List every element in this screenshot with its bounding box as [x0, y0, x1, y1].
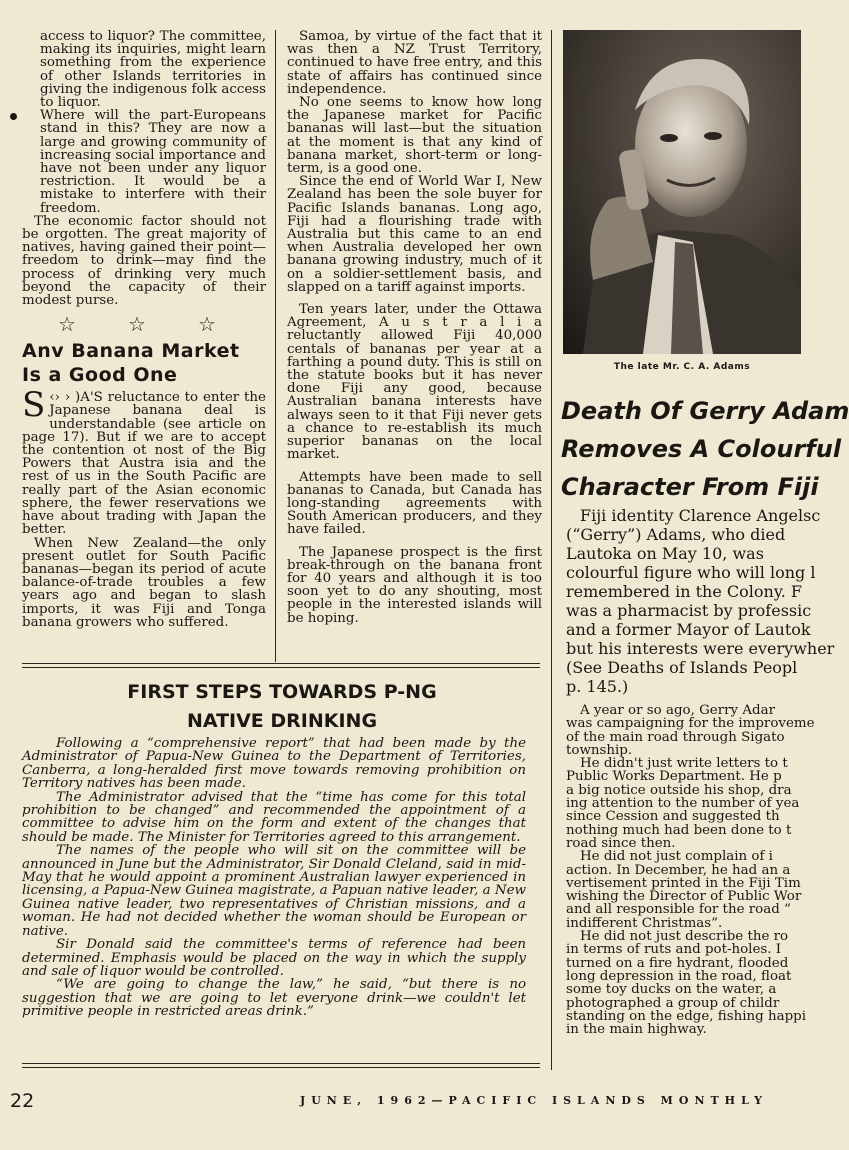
- paragraph-with-dropcap: [22, 385, 266, 538]
- body-line: turned on a fire hydrant, flooded: [566, 955, 789, 971]
- body-line: indifferent Christmas”.: [566, 915, 723, 931]
- lead-line: Fiji identity Clarence Angelsc: [580, 506, 821, 525]
- body-line: nothing much had been done to t: [566, 822, 792, 838]
- column-rule: [551, 30, 552, 1070]
- body-line: He did not just describe the ro: [580, 929, 789, 945]
- portrait-illustration: [563, 30, 801, 354]
- headline-line: Anv Banana Market: [22, 340, 240, 363]
- body-line: A year or so ago, Gerry Adar: [580, 703, 775, 718]
- paragraph-text: Where will the part-Europeans stand in this? They are now a large and growing community of increasing social importance and have not been under any liquor restriction. It would be a mistake to interfere with their freedom.: [40, 108, 266, 216]
- headline-line: Is a Good One: [22, 364, 178, 387]
- page-number: 22: [10, 1090, 35, 1112]
- paragraph: Since the end of World War I, New Zealand has been the sole buyer for Pacific Islands bananas. Long ago, Fiji had a flourishing trade with Australia but this came to an end when Australia developed her own banana growing industry, much of it on a soldier-settlement basis, and slapped on a tariff against imports.: [287, 174, 542, 295]
- photo-caption: The late Mr. C. A. Adams: [613, 362, 751, 372]
- lead-line: was a pharmacist by professic: [566, 601, 812, 620]
- paragraph: Sir Donald said the committee's terms of reference had been determined. Emphasis would be placed on the way in which the supply and sale of liquor would be controlled.: [22, 937, 526, 979]
- running-head: JUNE, 1962—PACIFIC ISLANDS MONTHLY: [300, 1094, 768, 1107]
- article-lead-adams: [566, 506, 835, 696]
- paragraph: Following a “comprehensive report” that had been made by the Administrator of Papua-New Guinea to the Department of Territories, Canberra, a long-heralded first move towards removing prohibition on Territory natives has been made.: [22, 736, 526, 792]
- body-line: was campaigning for the improveme: [566, 716, 815, 732]
- star-icon: ☆: [58, 312, 76, 337]
- box-rule-bottom: [22, 1063, 540, 1064]
- bullet-dot: [10, 113, 17, 120]
- article-headline-adams: [561, 392, 849, 506]
- box-rule-top: [22, 667, 540, 668]
- headline-line: NATIVE DRINKING: [186, 710, 378, 732]
- lead-line: but his interests were everywher: [566, 639, 835, 658]
- body-line: township.: [566, 742, 633, 758]
- section-divider-stars: [32, 313, 242, 335]
- drop-cap: S: [22, 385, 46, 426]
- body-line: He didn't just write letters to t: [580, 756, 788, 772]
- lead-line: Lautoka on May 10, was: [566, 544, 764, 563]
- body-line: standing on the edge, fishing happi: [566, 1008, 806, 1024]
- article-body-adams: [566, 703, 815, 1038]
- column-middle: [287, 30, 542, 625]
- paragraph: Ten years later, under the Ottawa Agreement, A u s t r a l i a reluctantly allowed Fiji 40,000 centals of bananas per year at a farthing a pound duty. This is still on the statute books but it has never done Fiji any good, because Australian banana interests have always seen to it that Fiji never gets a chance to re-establish its much superior bananas on the local market.: [287, 302, 542, 463]
- column-rule: [275, 30, 276, 662]
- box-rule-top: [22, 663, 540, 664]
- body-line: some toy ducks on the water, a: [566, 982, 777, 998]
- lead-line: (See Deaths of Islands Peopl: [566, 658, 798, 677]
- star-icon: ☆: [128, 312, 146, 337]
- body-line: a big notice outside his shop, dra: [566, 782, 792, 798]
- body-line: since Cession and suggested th: [566, 809, 780, 825]
- bullet-paragraph: [22, 109, 266, 215]
- box-article-text: [22, 737, 526, 1019]
- paragraph: When New Zealand—the only present outlet for South Pacific bananas—began its period of acute balance-of-trade troubles a few years ago and began to slash imports, it was Fiji and Tonga banana growers who suffered.: [22, 535, 266, 630]
- article-headline-banana: [22, 339, 266, 387]
- headline-line: FIRST STEPS TOWARDS P-NG: [127, 681, 437, 703]
- portrait-photo: [563, 30, 801, 354]
- headline-line: Character From Fiji: [561, 473, 819, 501]
- body-line: vertisement printed in the Fiji Tim: [566, 875, 801, 891]
- body-line: action. In December, he had an a: [566, 862, 791, 878]
- paragraph-text: ‹› › )A'S reluctance to enter the Japanese banana deal is understandable (see article on page 17). But if we are to accept the contention ot nost of the Big Powers that Austra isia and the rest of us in the South Pacific are really part of the Asian economic sphere, the fewer reservations we have about trading with Japan the better.: [22, 390, 266, 538]
- column-left: [22, 30, 266, 629]
- lead-line: (“Gerry”) Adams, who died: [566, 525, 786, 544]
- body-line: of the main road through Sigato: [566, 729, 785, 745]
- paragraph: No one seems to know how long the Japanese market for Pacific bananas will last—but the situation at the moment is that any kind of banana market, short-term or long-term, is a good one.: [287, 95, 542, 177]
- body-line: Public Works Department. He p: [566, 769, 782, 785]
- paragraph: “We are going to change the law,” he said, “but there is no suggestion that we are going to let everyone drink—we couldn't let primitive people in restricted areas drink.”: [22, 977, 526, 1020]
- body-line: road since then.: [566, 835, 676, 851]
- lead-line: and a former Mayor of Lautok: [566, 620, 811, 639]
- headline-line: Death Of Gerry Adam: [561, 397, 849, 425]
- paragraph: Attempts have been made to sell bananas to Canada, but Canada has long-standing agreements with South American producers, and they have failed.: [287, 469, 542, 538]
- paragraph: The names of the people who will sit on the committee will be announced in June but the Administrator, Sir Donald Cleland, said in mid-May that he would appoint a prominent Australian lawyer experienced in licensing, a Papua-New Guinea magistrate, a Papuan native leader, a New Guinea native leader, two representatives of Christian missions, and a woman. He had not decided whether the woman should be European or native.: [22, 843, 526, 939]
- body-line: in the main highway.: [566, 1022, 707, 1038]
- paragraph: access to liquor? The committee, making its inquiries, might learn something from the experience of other Islands territories in giving the indigenous folk access to liquor.: [40, 29, 266, 111]
- paragraph: The Administrator advised that the “time has come for this total prohibition to be changed” and recommended the appointment of a committee to advise him on the form and extent of the changes that should be made. The Minister for Territories agreed to this arrangement.: [22, 789, 526, 845]
- star-icon: ☆: [198, 312, 216, 337]
- body-line: photographed a group of childr: [566, 995, 780, 1011]
- page-footer: [0, 1088, 801, 1110]
- body-line: He did not just complain of i: [580, 849, 773, 865]
- body-line: and all responsible for the road “: [566, 902, 791, 918]
- body-line: long depression in the road, float: [566, 968, 792, 984]
- box-headline: [22, 678, 542, 736]
- paragraph: Samoa, by virtue of the fact that it was then a NZ Trust Territory, continued to have free entry, and this state of affairs has continued since independence.: [287, 29, 542, 97]
- lead-line: colourful figure who will long l: [566, 563, 816, 582]
- paragraph: The Japanese prospect is the first break-through on the banana front for 40 years and although it is too soon yet to do any shouting, most people in the interested islands will be hoping.: [287, 544, 542, 626]
- body-line: ing attention to the number of yea: [566, 796, 800, 812]
- headline-line: Removes A Colourful: [561, 435, 842, 463]
- lead-line: remembered in the Colony. F: [566, 582, 802, 601]
- paragraph: The economic factor should not be orgotten. The great majority of natives, having gained their point—freedom to drink—may find the process of drinking very much beyond the capacity of their modest purse.: [22, 213, 266, 309]
- box-rule-bottom: [22, 1067, 540, 1068]
- lead-line: p. 145.): [566, 677, 629, 696]
- body-line: in terms of ruts and pot-holes. I: [566, 942, 782, 958]
- body-line: wishing the Director of Public Wor: [566, 889, 802, 905]
